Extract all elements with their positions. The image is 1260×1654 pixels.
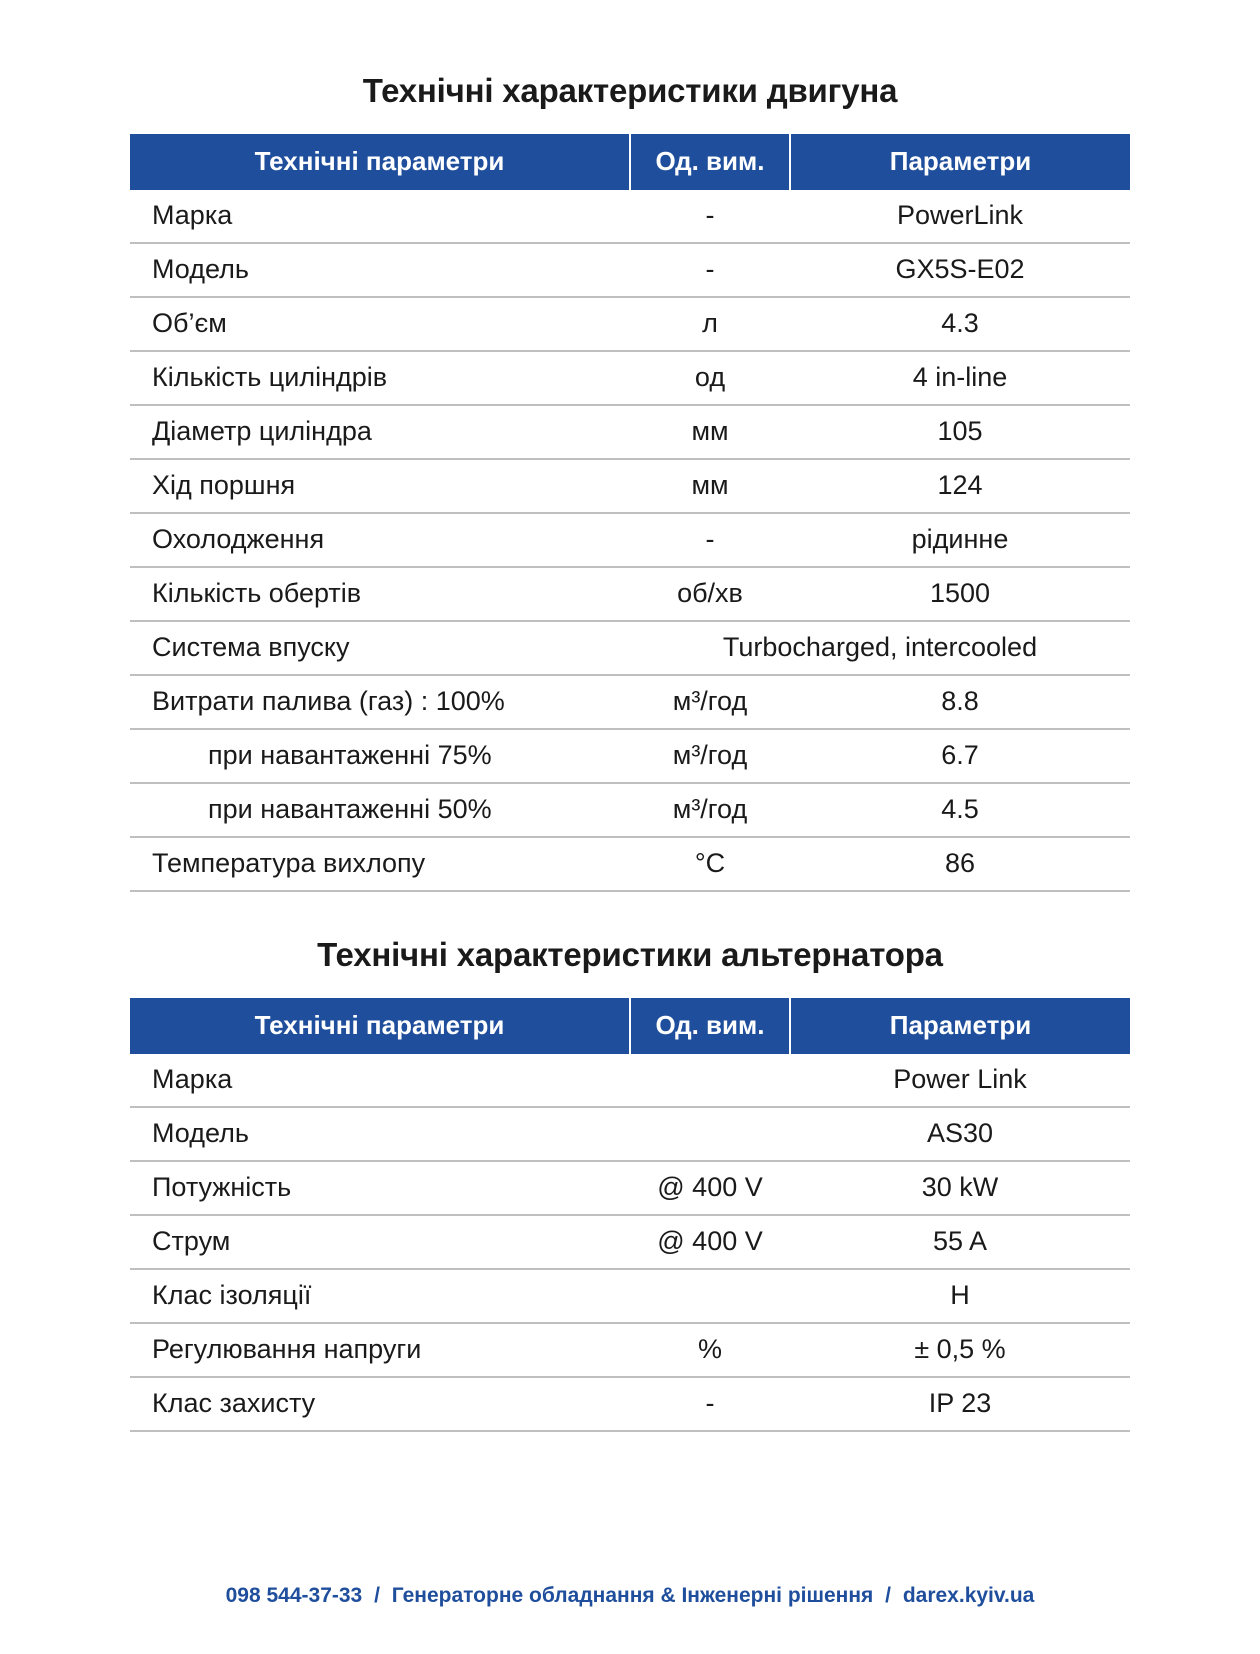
row-unit: % bbox=[630, 1323, 790, 1377]
row-value: 55 A bbox=[790, 1215, 1130, 1269]
row-label: Клас захисту bbox=[130, 1377, 630, 1431]
row-label: Струм bbox=[130, 1215, 630, 1269]
row-value: 4.5 bbox=[790, 783, 1130, 837]
table-row bbox=[130, 459, 1130, 513]
table-row bbox=[130, 1323, 1130, 1377]
table-row bbox=[130, 837, 1130, 891]
row-unit: од bbox=[630, 351, 790, 405]
row-label: Потужність bbox=[130, 1161, 630, 1215]
table-row bbox=[130, 1215, 1130, 1269]
row-unit: - bbox=[630, 1377, 790, 1431]
table-row bbox=[130, 190, 1130, 243]
table-row bbox=[130, 621, 1130, 675]
row-label: Діаметр циліндра bbox=[130, 405, 630, 459]
row-unit bbox=[630, 1269, 790, 1323]
footer-tagline: Генераторне обладнання & Інженерні рішення bbox=[391, 1584, 874, 1607]
engine-specs-table bbox=[130, 134, 1130, 892]
row-label: Температура вихлопу bbox=[130, 837, 630, 891]
row-label: Кількість циліндрів bbox=[130, 351, 630, 405]
alternator-specs-table bbox=[130, 998, 1130, 1432]
table-row bbox=[130, 351, 1130, 405]
table-row bbox=[130, 1107, 1130, 1161]
table-row bbox=[130, 405, 1130, 459]
row-label: Модель bbox=[130, 1107, 630, 1161]
row-label: при навантаженні 75% bbox=[130, 729, 630, 783]
row-value: 1500 bbox=[790, 567, 1130, 621]
row-label: Марка bbox=[130, 190, 630, 243]
footer-phone[interactable]: 098 544-37-33 bbox=[225, 1584, 363, 1607]
row-value: 86 bbox=[790, 837, 1130, 891]
row-unit: - bbox=[630, 243, 790, 297]
row-unit: л bbox=[630, 297, 790, 351]
row-value: 6.7 bbox=[790, 729, 1130, 783]
row-unit bbox=[630, 1107, 790, 1161]
row-label: Об’єм bbox=[130, 297, 630, 351]
footer bbox=[0, 1584, 1260, 1608]
row-label: Система впуску bbox=[130, 621, 630, 675]
row-unit: мм bbox=[630, 459, 790, 513]
row-value: ± 0,5 % bbox=[790, 1323, 1130, 1377]
row-value: GX5S-E02 bbox=[790, 243, 1130, 297]
row-value: 4 in-line bbox=[790, 351, 1130, 405]
row-value: 105 bbox=[790, 405, 1130, 459]
row-value: IP 23 bbox=[790, 1377, 1130, 1431]
row-label: Охолодження bbox=[130, 513, 630, 567]
row-unit: м³/год bbox=[630, 783, 790, 837]
row-unit: об/хв bbox=[630, 567, 790, 621]
row-value: 124 bbox=[790, 459, 1130, 513]
table-row bbox=[130, 729, 1130, 783]
row-value: H bbox=[790, 1269, 1130, 1323]
table-row bbox=[130, 243, 1130, 297]
row-value: рідинне bbox=[790, 513, 1130, 567]
row-unit: - bbox=[630, 190, 790, 243]
row-value: PowerLink bbox=[790, 190, 1130, 243]
table-row bbox=[130, 1377, 1130, 1431]
row-unit: @ 400 V bbox=[630, 1215, 790, 1269]
row-value: 8.8 bbox=[790, 675, 1130, 729]
row-value: 4.3 bbox=[790, 297, 1130, 351]
table-row bbox=[130, 1269, 1130, 1323]
table-row bbox=[130, 513, 1130, 567]
column-header-unit: Од. вим. bbox=[630, 134, 790, 190]
row-value: AS30 bbox=[790, 1107, 1130, 1161]
column-header-value: Параметри bbox=[790, 134, 1130, 190]
column-header-unit: Од. вим. bbox=[630, 998, 790, 1054]
row-unit: мм bbox=[630, 405, 790, 459]
footer-website-link[interactable]: darex.kyiv.ua bbox=[902, 1584, 1035, 1607]
table-header-row bbox=[130, 998, 1130, 1054]
row-unit bbox=[630, 1054, 790, 1107]
alternator-section-title: Технічні характеристики альтернатора bbox=[317, 936, 943, 973]
table-row bbox=[130, 297, 1130, 351]
row-label: Хід поршня bbox=[130, 459, 630, 513]
table-row bbox=[130, 783, 1130, 837]
engine-section-title: Технічні характеристики двигуна bbox=[362, 72, 898, 109]
row-label: Марка bbox=[130, 1054, 630, 1107]
table-row bbox=[130, 1054, 1130, 1107]
footer-separator: / bbox=[374, 1584, 380, 1607]
row-label: Модель bbox=[130, 243, 630, 297]
row-value: Turbocharged, intercooled bbox=[630, 621, 1130, 675]
row-value: Power Link bbox=[790, 1054, 1130, 1107]
row-unit: - bbox=[630, 513, 790, 567]
table-header-row bbox=[130, 134, 1130, 190]
row-label: при навантаженні 50% bbox=[130, 783, 630, 837]
row-label: Регулювання напруги bbox=[130, 1323, 630, 1377]
column-header-value: Параметри bbox=[790, 998, 1130, 1054]
table-row bbox=[130, 675, 1130, 729]
row-label: Клас ізоляції bbox=[130, 1269, 630, 1323]
row-unit: м³/год bbox=[630, 729, 790, 783]
table-row bbox=[130, 1161, 1130, 1215]
row-unit: °C bbox=[630, 837, 790, 891]
column-header-parameter: Технічні параметри bbox=[130, 998, 630, 1054]
row-label: Витрати палива (газ) : 100% bbox=[130, 675, 630, 729]
table-row bbox=[130, 567, 1130, 621]
row-label: Кількість обертів bbox=[130, 567, 630, 621]
footer-separator: / bbox=[885, 1584, 891, 1607]
row-value: 30 kW bbox=[790, 1161, 1130, 1215]
row-unit: @ 400 V bbox=[630, 1161, 790, 1215]
column-header-parameter: Технічні параметри bbox=[130, 134, 630, 190]
row-unit: м³/год bbox=[630, 675, 790, 729]
